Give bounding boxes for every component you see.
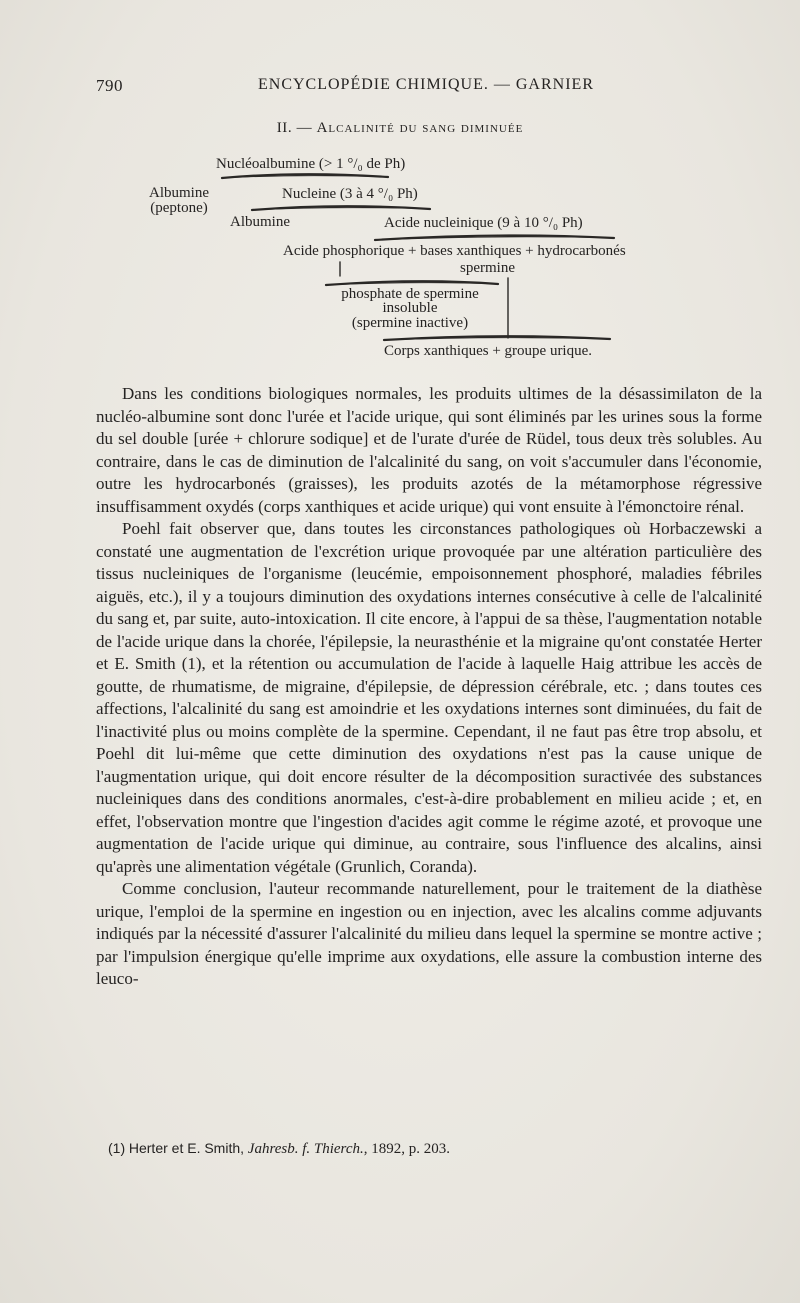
node-albumine-peptone-1: Albumine	[149, 185, 209, 201]
footnote-journal: Jahresb. f. Thierch.	[247, 1141, 364, 1157]
running-title: ENCYCLOPÉDIE CHIMIQUE. — GARNIER	[258, 76, 594, 93]
footnote-mark: (1)	[108, 1140, 126, 1156]
paragraph-3: Comme conclusion, l'auteur recommande naturellement, pour le traitement de la diathèse urique, l'emploi de la spermine en ingestion ou en injection, avec les alcalins comme adjuvants indiqués par la nécessité d'assurer l'alcalinité du milieu dans lequel la spermine se montre active ; par l'impulsion énergique qu'elle imprime aux oxydations, elle assure la combustion interne des leuco-	[96, 879, 762, 988]
footnote-ref: , 1892, p. 203.	[363, 1141, 450, 1157]
section-title: Alcalinité du sang diminuée	[316, 120, 524, 136]
paragraph-2: Poehl fait observer que, dans toutes les circonstances pathologiques où Horbaczewski a constaté une augmentation de l'excrétion urique provoquée par une altération particulière des tissus nucleiniques de l'organisme (leucémie, empoisonnement phosphoré, maladies fébriles aiguës, etc.), il y a toujours diminution des oxydations internes consécutive à celle de l'alcalinité du sang et, par suite, auto-intoxication. Il cite encore, à l'appui de sa thèse, l'augmentation notable de l'acide urique dans la chorée, l'épilepsie, la neurasthénie et la migraine qu'ont constatée Herter et E. Smith (1), et la rétention ou accumulation de l'acide à laquelle Haig attribue les accès de goutte, de rhumatisme, de migraine, d'épilepsie, de dépression cérébrale, etc. ; dans toutes ces affections, l'alcalinité du sang est amoindrie et les oxydations internes sont diminuées, du fait de l'inactivité plus ou moins complète de la spermine. Cependant, il ne faut pas être trop absolu, et Poehl dit lui-même que cette diminution des oxydations n'est pas la cause unique de l'augmentation urique, qui doit encore résulter de la décomposition suractivée des substances nucleiniques dans des conditions anormales, c'est-à-dire probablement en milieu acide ; et, en effet, l'observation montre que l'ingestion d'acides agit comme le régime azoté, et provoque une augmentation de l'acide urique qui diminue, au contraire, sous l'influence des alcalins, ainsi qu'après une alimentation végétale (Grunlich, Coranda).	[96, 519, 762, 876]
brace-acide-nucleinique	[375, 235, 614, 240]
node-phosphate-2: insoluble	[382, 300, 438, 316]
node-acide-nucleinique: Acide nucleinique (9 à 10 °/₀ Ph)	[384, 215, 583, 231]
footnote	[108, 1140, 450, 1158]
body-text	[96, 383, 762, 991]
node-nucleine: Nucleine (3 à 4 °/₀ Ph)	[282, 186, 418, 202]
node-phosphate-1: phosphate de spermine	[341, 286, 479, 302]
node-nucleoalbumine: Nucléoalbumine (> 1 °/₀ de Ph)	[216, 156, 406, 172]
node-albumine-peptone-2: (peptone)	[150, 200, 208, 216]
node-albumine: Albumine	[230, 214, 290, 230]
node-corps-xanthiques: Corps xanthiques + groupe urique.	[384, 343, 593, 359]
decomposition-diagram	[0, 0, 800, 380]
node-spermine: spermine	[460, 260, 515, 276]
footnote-authors: Herter et E. Smith,	[128, 1140, 245, 1156]
node-products: Acide phosphorique + bases xanthiques + hydrocarbonés	[283, 243, 626, 259]
section-number: II. —	[276, 120, 313, 136]
page-number: 790	[96, 76, 123, 95]
paragraph-1: Dans les conditions biologiques normales, les produits ultimes de la désassimilaton de la nucléo-albumine sont donc l'urée et l'acide urique, qui sont éliminés par les urines sous la forme du sel double [urée + chlorure sodique] et de l'urate d'urée de Rüdel, tous deux très solubles. Au contraire, dans le cas de diminution de l'alcalinité du sang, on voit s'accumuler dans l'économie, outre les hydrocarbonés (graisses), les produits azotés de la métamorphose régressive insuffisamment oxydés (corps xanthiques et acide urique) qui vont ensuite à l'émonctoire rénal.	[96, 384, 762, 516]
node-phosphate-3: (spermine inactive)	[351, 315, 469, 331]
